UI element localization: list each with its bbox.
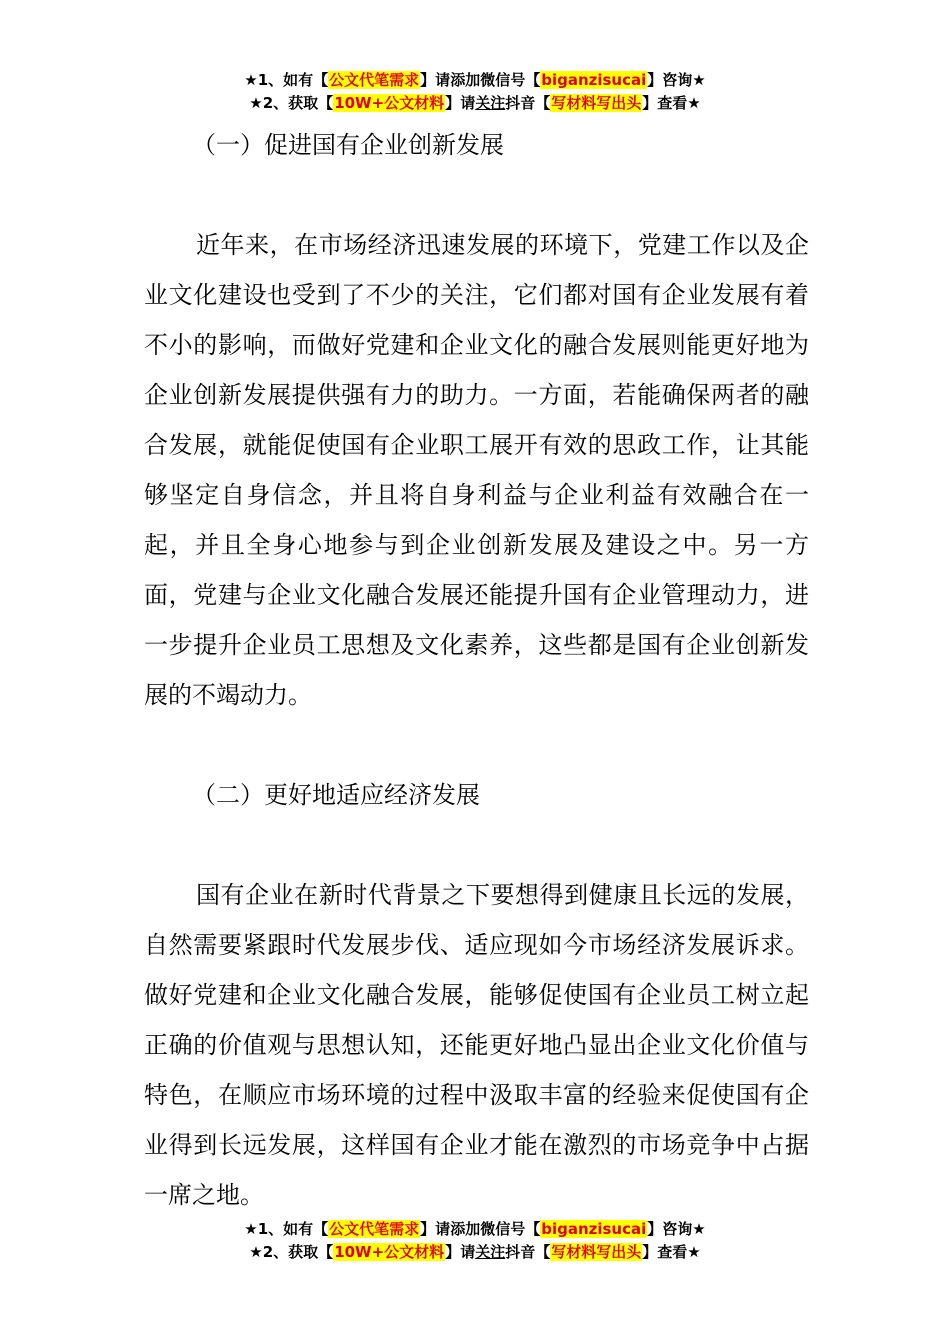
banner-text: 】咨询★ [647,1220,706,1238]
banner-text: ★2、获取【 [249,94,334,112]
banner-text: 】咨询★ [647,71,706,89]
banner-emphasis: 关注 [475,94,506,112]
banner-highlight: 10W+公文材料 [334,1243,445,1261]
banner-text: 微信号【 [480,71,541,89]
banner-highlight: 写材料写出头 [551,1243,642,1261]
banner-text: 】请 [445,1243,476,1261]
banner-emphasis: 关注 [475,1243,506,1261]
banner-line-2 [0,1241,950,1264]
banner-text: ★1、如有【 [244,1220,329,1238]
section-heading-2: （二）更好地适应经济发展 [192,781,480,809]
banner-text: 抖音【 [505,1243,551,1261]
banner-text: 】请 [420,1220,451,1238]
banner-text: ★1、如有【 [244,71,329,89]
spacer [144,720,809,770]
banner-highlight: 10W+公文材料 [334,94,445,112]
banner-text: ★2、获取【 [249,1243,334,1261]
footer-banner [0,1218,950,1264]
banner-line-1 [0,1218,950,1241]
banner-text: 】查看★ [642,94,701,112]
section-paragraph-2: 国有企业在新时代背景之下要想得到健康且长远的发展，自然需要紧跟时代发展步伐、适应现如今市场经济发展诉求。做好党建和企业文化融合发展，能够促使国有企业员工树立起正确的价值观与思想认知，还能更好地凸显出企业文化价值与特色，在顺应市场环境的过程中汲取丰富的经验来促使国有企业得到长远发展，这样国有企业才能在激烈的市场竞争中占据一席之地。 [144,881,809,1209]
banner-line-1 [0,69,950,92]
document-body [144,120,809,1220]
banner-text: 】请 [420,71,451,89]
banner-emphasis: 添加 [450,71,481,89]
banner-highlight: 公文代笔需求 [329,1220,420,1238]
header-banner [0,69,950,115]
section-heading-1: （一）促进国有企业创新发展 [192,131,504,159]
banner-text: 】查看★ [642,1243,701,1261]
spacer [144,820,809,870]
spacer [144,170,809,220]
banner-text: 】请 [445,94,476,112]
banner-highlight: biganzisucai [541,1220,647,1238]
banner-emphasis: 添加 [450,1220,481,1238]
banner-highlight: 写材料写出头 [551,94,642,112]
section-paragraph-1: 近年来，在市场经济迅速发展的环境下，党建工作以及企业文化建设也受到了不少的关注，它们都对国有企业发展有着不小的影响，而做好党建和企业文化的融合发展则能更好地为企业创新发展提供强有力的助力。一方面，若能确保两者的融合发展，就能促使国有企业职工展开有效的思政工作，让其能够坚定自身信念，并且将自身利益与企业利益有效融合在一起，并且全身心地参与到企业创新发展及建设之中。另一方面，党建与企业文化融合发展还能提升国有企业管理动力，进一步提升企业员工思想及文化素养，这些都是国有企业创新发展的不竭动力。 [144,231,809,709]
banner-line-2 [0,92,950,115]
banner-text: 抖音【 [505,94,551,112]
banner-highlight: biganzisucai [541,71,647,89]
banner-text: 微信号【 [480,1220,541,1238]
banner-highlight: 公文代笔需求 [329,71,420,89]
